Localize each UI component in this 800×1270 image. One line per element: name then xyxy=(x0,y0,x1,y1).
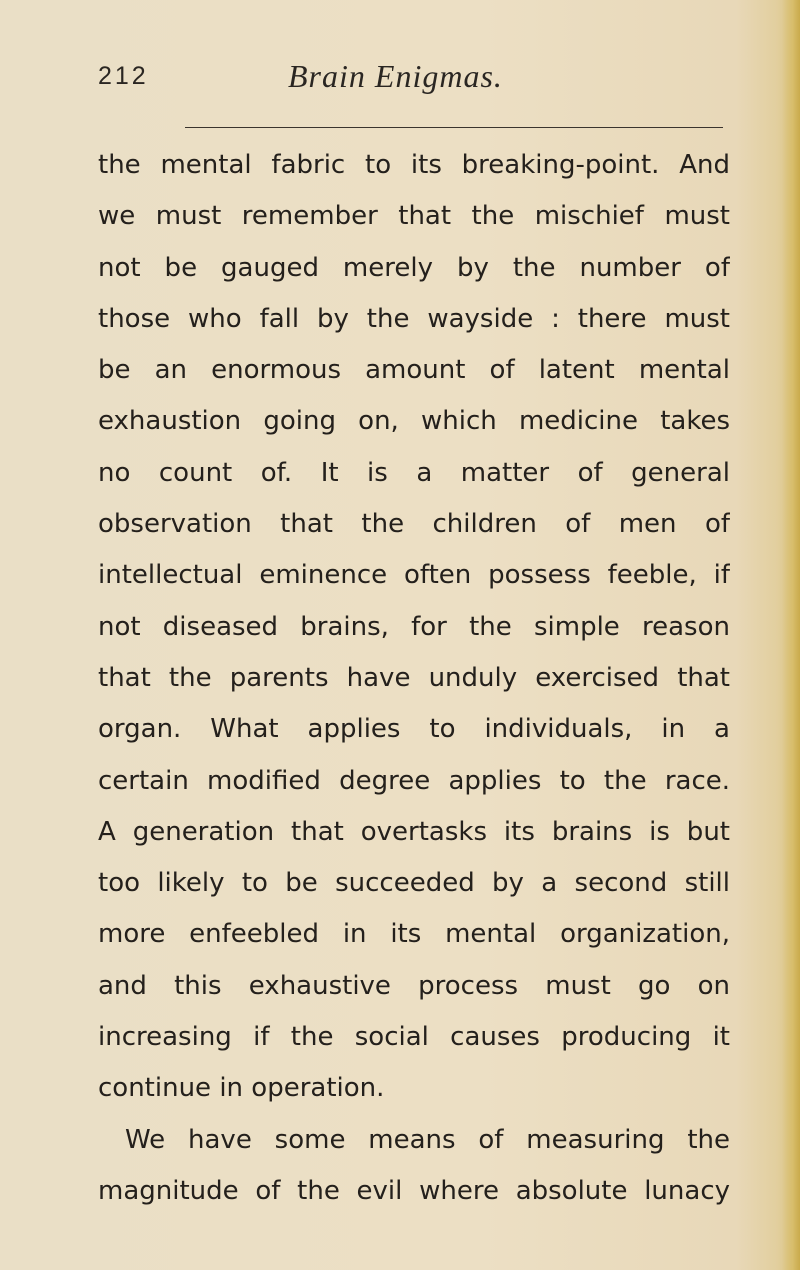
page-edge-shading xyxy=(782,0,800,1270)
text-line: those who fall by the wayside : there must xyxy=(98,303,730,334)
text-line: not be gauged merely by the number of xyxy=(98,252,730,283)
text-line: certain modified degree applies to the race. xyxy=(98,765,730,796)
text-line: be an enormous amount of latent mental xyxy=(98,355,730,386)
page-number: 212 xyxy=(98,62,149,90)
text-line: observation that the children of men of xyxy=(98,509,730,540)
text-line: organ. What applies to individuals, in a xyxy=(98,714,730,745)
running-title: Brain Enigmas. xyxy=(288,58,503,94)
text-line: that the parents have unduly exercised that xyxy=(98,662,730,693)
text-line: more enfeebled in its mental organization, xyxy=(98,919,730,950)
running-head xyxy=(98,58,728,102)
text-line: magnitude of the evil where absolute lunacy xyxy=(98,1175,730,1206)
text-line: too likely to be succeeded by a second still xyxy=(98,868,730,899)
text-line: exhaustion going on, which medicine takes xyxy=(98,406,730,437)
text-line: and this exhaustive process must go on xyxy=(98,970,730,1001)
text-line: continue in operation. xyxy=(98,1073,385,1104)
text-line: we must remember that the mischief must xyxy=(98,201,730,232)
text-line: We have some means of measuring the xyxy=(125,1124,730,1155)
text-line: A generation that overtasks its brains is but xyxy=(98,816,730,847)
text-line: no count of. It is a matter of general xyxy=(98,457,730,488)
text-line: intellectual eminence often possess feeble, if xyxy=(98,560,730,591)
text-line: not diseased brains, for the simple reason xyxy=(98,611,730,642)
header-rule xyxy=(185,127,723,128)
body-text xyxy=(98,140,730,1217)
text-line: the mental fabric to its breaking-point. And xyxy=(98,150,730,180)
text-line: increasing if the social causes producing it xyxy=(98,1022,730,1053)
